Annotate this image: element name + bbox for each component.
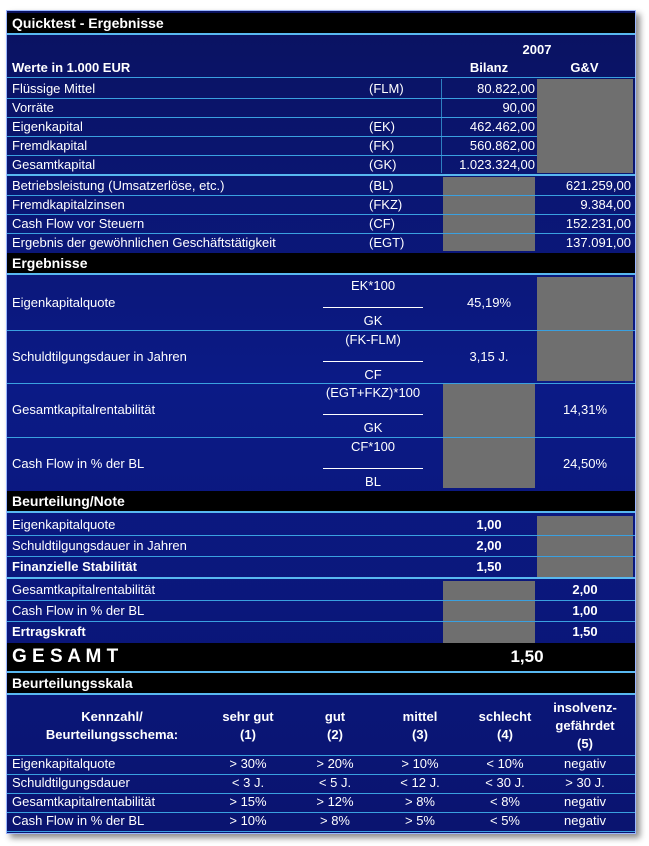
formula-denominator: GK bbox=[363, 313, 383, 328]
divider bbox=[7, 174, 635, 176]
row-label: Eigenkapital bbox=[12, 119, 83, 134]
divider bbox=[7, 77, 635, 78]
row-label: Fremdkapitalzinsen bbox=[12, 197, 125, 212]
page-title: Quicktest - Ergebnisse bbox=[12, 15, 164, 31]
scale-cell: < 5 J. bbox=[318, 775, 352, 790]
scale-cell: > 20% bbox=[316, 756, 354, 771]
units-label: Werte in 1.000 EUR bbox=[12, 60, 131, 75]
result-bilanz-value: 3,15 J. bbox=[469, 349, 509, 364]
scale-row-label: Gesamtkapitalrentabilität bbox=[12, 794, 156, 809]
row-label: Ergebnis der gewöhnlichen Geschäftstätigkeit bbox=[12, 235, 276, 250]
scale-row-label: Eigenkapitalquote bbox=[12, 756, 116, 771]
scale-row-label: Cash Flow in % der BL bbox=[12, 813, 145, 828]
formula-denominator: CF bbox=[364, 367, 382, 382]
row-bilanz-value: 1.023.324,00 bbox=[459, 157, 535, 172]
rating-subtotal-label: Ertragskraft bbox=[12, 624, 86, 639]
divider bbox=[7, 556, 635, 557]
total-value: 1,50 bbox=[510, 647, 544, 666]
formula-denominator: BL bbox=[365, 474, 381, 489]
result-label: Schuldtilgungsdauer in Jahren bbox=[12, 349, 187, 364]
formula-denominator: GK bbox=[363, 420, 383, 435]
row-guv-value: 9.384,00 bbox=[580, 197, 631, 212]
rating-label: Gesamtkapitalrentabilität bbox=[12, 582, 156, 597]
results-title: Ergebnisse bbox=[12, 255, 88, 271]
rating-title: Beurteilung/Note bbox=[12, 493, 125, 509]
scale-cell: < 5% bbox=[490, 813, 520, 828]
row-abbr: (CF) bbox=[369, 216, 395, 231]
row-label: Fremdkapital bbox=[12, 138, 88, 153]
result-guv-value: 24,50% bbox=[562, 456, 608, 471]
scale-cell: negativ bbox=[564, 813, 606, 828]
section-header bbox=[7, 253, 635, 273]
scale-cell: negativ bbox=[564, 794, 606, 809]
divider bbox=[7, 273, 635, 275]
divider bbox=[7, 831, 635, 832]
divider bbox=[441, 79, 442, 173]
divider bbox=[7, 577, 635, 579]
scale-cell: > 10% bbox=[229, 813, 267, 828]
row-abbr: (EK) bbox=[369, 119, 395, 134]
row-abbr: (BL) bbox=[369, 178, 394, 193]
scale-cell: > 30 J. bbox=[565, 775, 605, 790]
rating-label: Eigenkapitalquote bbox=[12, 517, 116, 532]
scale-cell: < 8% bbox=[490, 794, 520, 809]
row-bilanz-value: 80.822,00 bbox=[477, 81, 535, 96]
formula-numerator: (FK-FLM) bbox=[345, 332, 401, 347]
divider bbox=[7, 511, 635, 513]
row-label: Flüssige Mittel bbox=[12, 81, 96, 96]
bilanz-empty-cell bbox=[443, 581, 535, 643]
scale-header: insolvenz- bbox=[553, 700, 617, 715]
row-abbr: (GK) bbox=[369, 157, 397, 172]
scale-cell: negativ bbox=[564, 756, 606, 771]
scale-header: (4) bbox=[497, 727, 513, 742]
row-label: Gesamtkapital bbox=[12, 157, 96, 172]
scale-cell: > 15% bbox=[229, 794, 267, 809]
scale-header: mittel bbox=[402, 709, 438, 724]
scale-cell: > 10% bbox=[401, 756, 439, 771]
scale-header: (5) bbox=[577, 736, 593, 751]
result-label: Cash Flow in % der BL bbox=[12, 456, 145, 471]
bilanz-empty-cell bbox=[443, 384, 535, 488]
row-abbr: (FKZ) bbox=[369, 197, 403, 212]
scale-cell: < 30 J. bbox=[485, 775, 525, 790]
scale-header: schlecht bbox=[478, 709, 532, 724]
scale-row-label: Schuldtilgungsdauer bbox=[12, 775, 130, 790]
scale-cell: > 12% bbox=[316, 794, 354, 809]
scale-cell: < 3 J. bbox=[231, 775, 265, 790]
year-label: 2007 bbox=[522, 42, 552, 57]
rating-value: 1,00 bbox=[572, 603, 598, 618]
row-label: Betriebsleistung (Umsatzerlöse, etc.) bbox=[12, 178, 225, 193]
divider bbox=[7, 33, 635, 35]
formula-numerator: (EGT+FKZ)*100 bbox=[325, 385, 421, 400]
row-bilanz-value: 462.462,00 bbox=[469, 119, 535, 134]
fraction-line bbox=[323, 468, 423, 469]
formula-numerator: EK*100 bbox=[350, 278, 396, 293]
col-guv-header: G&V bbox=[570, 60, 599, 75]
guv-empty-cell bbox=[537, 516, 633, 578]
scale-cell: > 8% bbox=[405, 794, 435, 809]
scale-cell: > 30% bbox=[229, 756, 267, 771]
rating-value: 1,00 bbox=[476, 517, 502, 532]
fraction-line bbox=[323, 414, 423, 415]
rating-subtotal-label: Finanzielle Stabilität bbox=[12, 559, 137, 574]
fraction-line bbox=[323, 307, 423, 308]
result-bilanz-value: 45,19% bbox=[466, 295, 512, 310]
result-label: Eigenkapitalquote bbox=[12, 295, 116, 310]
scale-cell: > 8% bbox=[320, 813, 350, 828]
row-bilanz-value: 90,00 bbox=[502, 100, 535, 115]
row-label: Vorräte bbox=[12, 100, 54, 115]
row-guv-value: 137.091,00 bbox=[565, 235, 631, 250]
scale-cell: < 12 J. bbox=[400, 775, 440, 790]
rating-subtotal-value: 1,50 bbox=[572, 624, 598, 639]
result-label: Gesamtkapitalrentabilität bbox=[12, 402, 156, 417]
result-guv-value: 14,31% bbox=[562, 402, 608, 417]
scale-header: Kennzahl/ bbox=[81, 709, 143, 724]
scale-cell: < 10% bbox=[486, 756, 524, 771]
row-abbr: (EGT) bbox=[369, 235, 405, 250]
row-abbr: (FK) bbox=[369, 138, 395, 153]
scale-header: Beurteilungsschema: bbox=[45, 727, 179, 742]
row-guv-value: 621.259,00 bbox=[565, 178, 631, 193]
divider bbox=[7, 621, 635, 622]
scale-header: (1) bbox=[240, 727, 256, 742]
rating-value: 2,00 bbox=[476, 538, 502, 553]
col-bilanz-header: Bilanz bbox=[469, 60, 509, 75]
divider bbox=[7, 600, 635, 601]
scale-header: sehr gut bbox=[222, 709, 274, 724]
scale-header: gut bbox=[324, 709, 346, 724]
divider bbox=[7, 535, 635, 536]
row-bilanz-value: 560.862,00 bbox=[469, 138, 535, 153]
scale-header: (2) bbox=[327, 727, 343, 742]
rating-label: Cash Flow in % der BL bbox=[12, 603, 145, 618]
rating-label: Schuldtilgungsdauer in Jahren bbox=[12, 538, 187, 553]
row-guv-value: 152.231,00 bbox=[565, 216, 631, 231]
fraction-line bbox=[323, 361, 423, 362]
rating-value: 2,00 bbox=[572, 582, 598, 597]
scale-title: Beurteilungsskala bbox=[12, 675, 133, 691]
quicktest-panel bbox=[6, 10, 636, 834]
row-label: Cash Flow vor Steuern bbox=[12, 216, 145, 231]
scale-header: (3) bbox=[412, 727, 428, 742]
guv-empty-cell bbox=[537, 277, 633, 381]
total-label: G E S A M T bbox=[12, 646, 119, 667]
guv-empty-cell bbox=[537, 79, 633, 173]
rating-subtotal-value: 1,50 bbox=[476, 559, 502, 574]
scale-header: gefährdet bbox=[555, 718, 615, 733]
formula-numerator: CF*100 bbox=[350, 439, 396, 454]
scale-cell: > 5% bbox=[405, 813, 435, 828]
divider bbox=[7, 693, 635, 695]
row-abbr: (FLM) bbox=[369, 81, 404, 96]
